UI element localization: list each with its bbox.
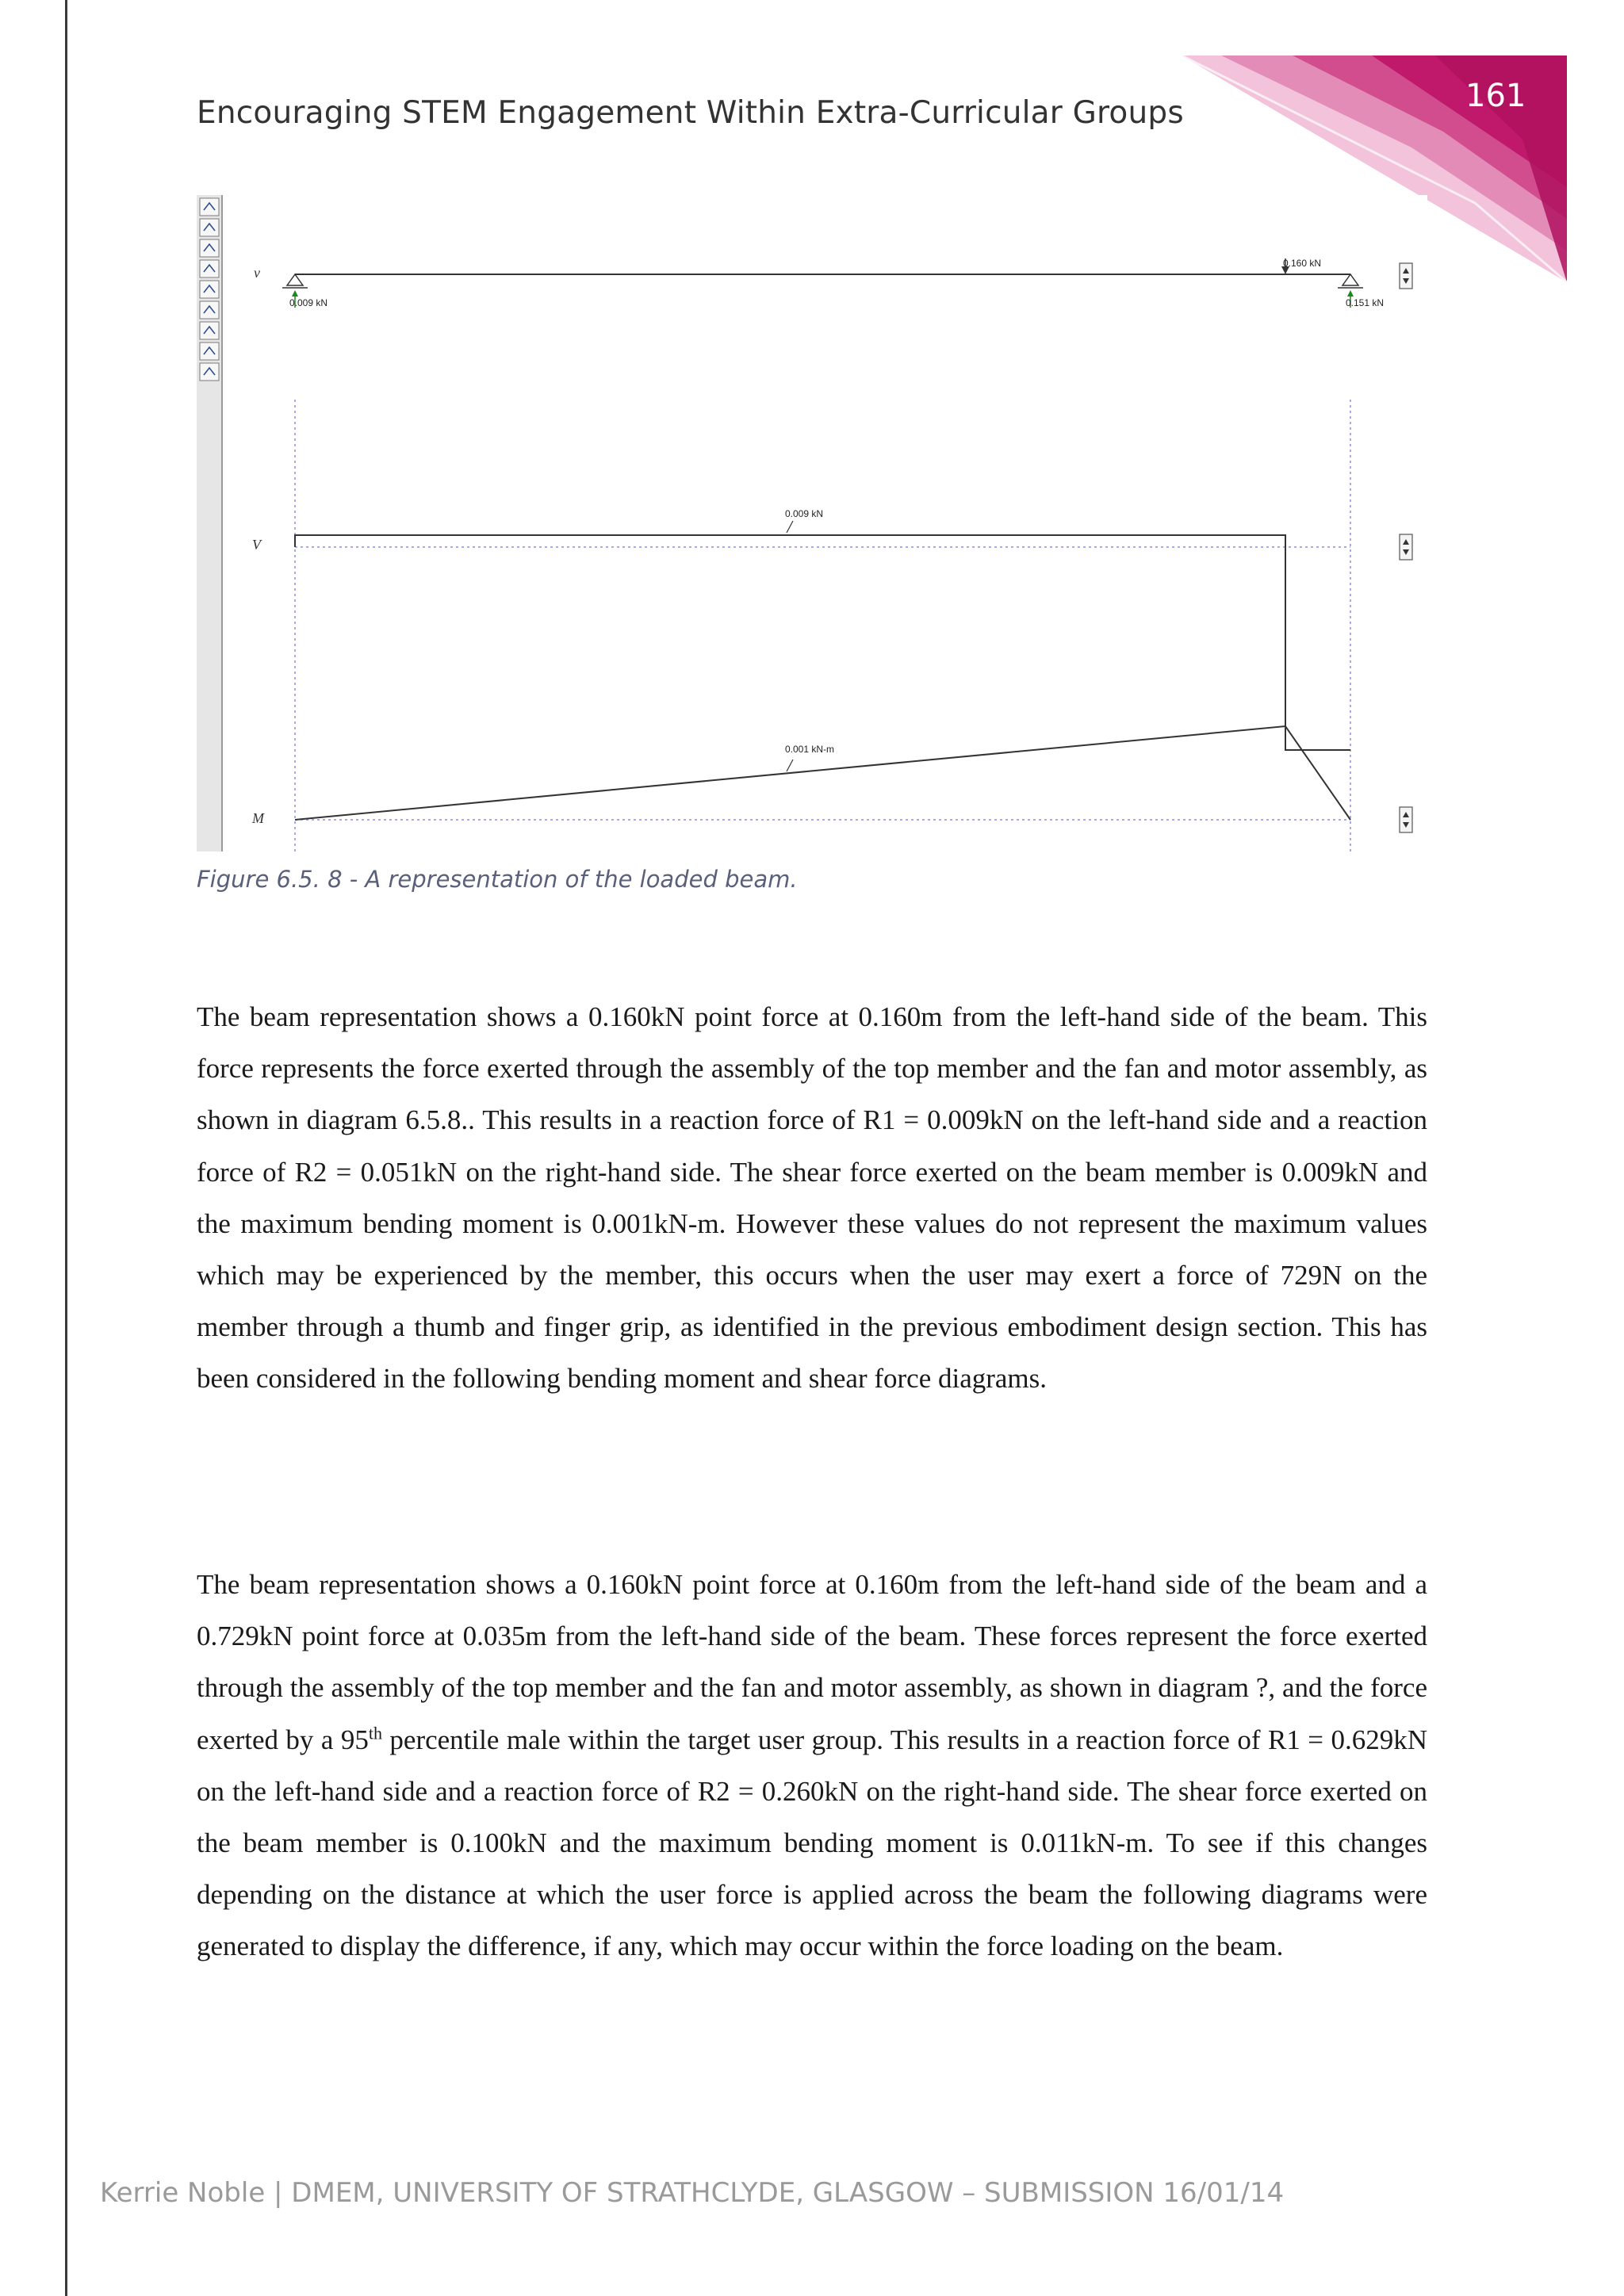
- pointer-icon[interactable]: [200, 198, 219, 216]
- moment-icon[interactable]: [200, 260, 219, 277]
- spring-icon[interactable]: [200, 281, 219, 298]
- left-reaction-label: 0.009 kN: [289, 297, 328, 308]
- running-header-title: Encouraging STEM Engagement Within Extra-Curricular Groups: [197, 95, 1184, 131]
- moment-row-label: M: [252, 810, 264, 826]
- move-icon[interactable]: [200, 219, 219, 236]
- rotate-icon[interactable]: [200, 301, 219, 319]
- beam-diagram: [197, 195, 1427, 851]
- page-number: 161: [1465, 78, 1526, 114]
- right-reaction-label: 0.151 kN: [1346, 297, 1385, 308]
- load-row-label: v: [254, 265, 260, 281]
- dimension-icon[interactable]: [200, 363, 219, 381]
- moment-value-label: 0.001 kN-m: [785, 744, 835, 755]
- distributed-load-icon[interactable]: [200, 322, 219, 339]
- shear-scale-stepper[interactable]: [1400, 534, 1412, 560]
- beam-figure: [197, 195, 1427, 851]
- page-margin-rule: [65, 0, 67, 2296]
- shear-row-label: V: [252, 537, 261, 553]
- shear-value-label: 0.009 kN: [785, 508, 824, 519]
- figure-caption: Figure 6.5. 8 - A representation of the loaded beam.: [197, 866, 798, 893]
- point-force-label: 0.160 kN: [1283, 258, 1322, 269]
- load-scale-stepper[interactable]: [1400, 263, 1412, 289]
- body-paragraph-1: The beam representation shows a 0.160kN point force at 0.160m from the left-hand side of the beam. This force represents the force exerted through the assembly of the top member and the fan and motor assembly, as shown in diagram 6.5.8.. This results in a reaction force of R1 = 0.009kN on the left-hand side and a reaction force of R2 = 0.051kN on the right-hand side. The shear force exerted on the beam member is 0.009kN and the maximum bending moment is 0.001kN-m. However these values do not represent the maximum values which may be experienced by the member, this occurs when the user may exert a force of 729N on the member through a thumb and finger grip, as identified in the previous embodiment design section. This has been considered in the following bending moment and shear force diagrams.: [197, 1001, 1427, 1395]
- body-paragraph-2-part-a: The beam representation shows a 0.160kN point force at 0.160m from the left-hand side of the beam and a 0.729kN point force at 0.035m from the left-hand side of the beam. These forces represent the force exerted through the assembly of the top member and the fan and motor assembly, as shown in diagram ?, and the force exerted by a 95: [197, 1569, 1427, 1755]
- ordinal-superscript: th: [368, 1722, 382, 1743]
- page-footer: Kerrie Noble | DMEM, UNIVERSITY OF STRATHCLYDE, GLASGOW – SUBMISSION 16/01/14: [100, 2177, 1285, 2209]
- point-load-icon[interactable]: [200, 239, 219, 257]
- body-paragraph-2-part-b: percentile male within the target user group. This results in a reaction force of R1 = 0.629kN on the left-hand side and a reaction force of R2 = 0.260kN on the right-hand side. The shear force exerted on the beam member is 0.100kN and the maximum bending moment is 0.011kN-m. To see if this changes depending on the distance at which the user force is applied across the beam the following diagrams were generated to display the difference, if any, which may occur within the force loading on the beam.: [197, 1724, 1427, 1962]
- diagram-toolbar: [197, 195, 222, 851]
- moment-scale-stepper[interactable]: [1400, 807, 1412, 832]
- body-paragraph-2: [197, 1559, 1427, 1973]
- support-icon[interactable]: [200, 342, 219, 360]
